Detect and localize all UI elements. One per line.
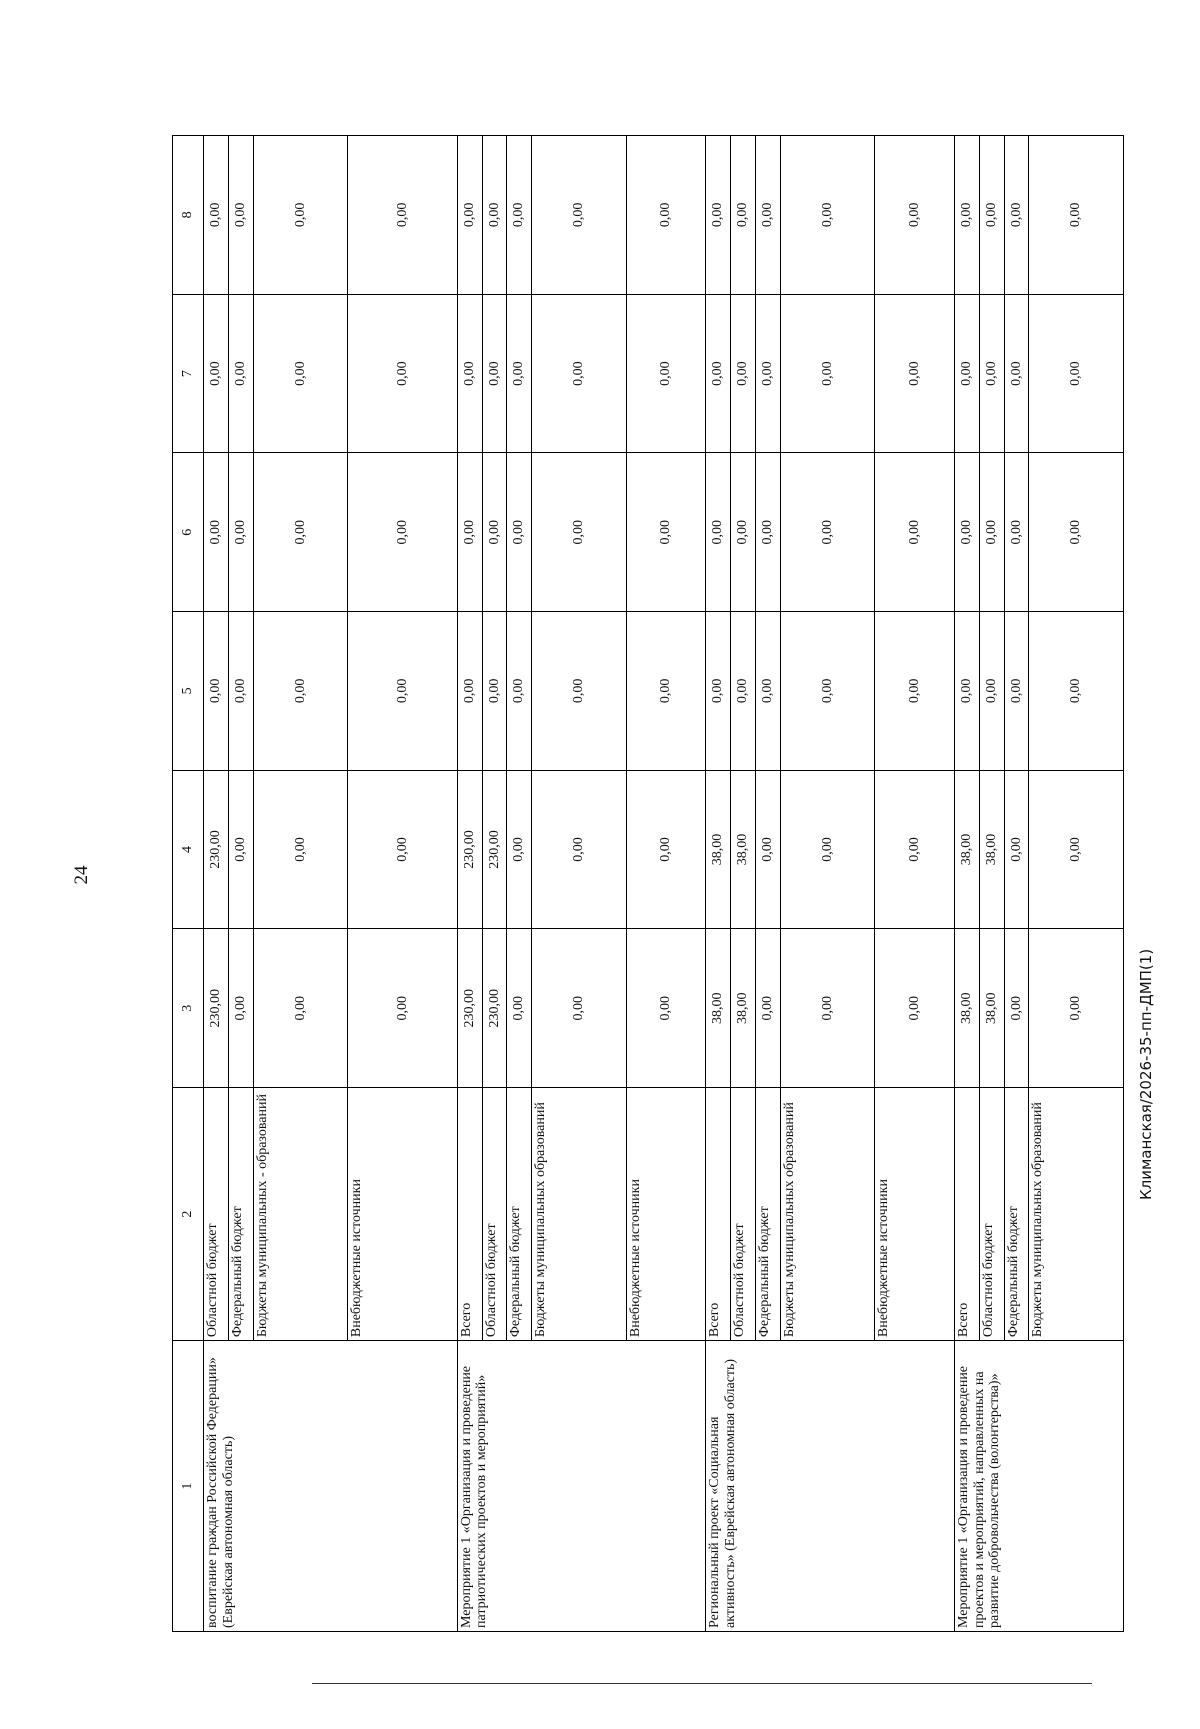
program-name-cell: Региональный проект «Социальная активность» (Еврейская автономная область) (706, 1341, 955, 1632)
amount-cell: 0,00 (228, 294, 253, 453)
amount-cell: 0,00 (755, 612, 780, 771)
header-row (173, 136, 204, 1632)
amount-cell: 38,00 (706, 929, 731, 1088)
amount-cell: 0,00 (204, 453, 229, 612)
amount-cell: 0,00 (253, 136, 347, 295)
amount-cell: 0,00 (755, 770, 780, 929)
amount-cell: 38,00 (731, 929, 756, 1088)
amount-cell: 0,00 (755, 929, 780, 1088)
amount-cell: 0,00 (507, 770, 532, 929)
amount-cell: 0,00 (253, 770, 347, 929)
amount-cell: 0,00 (731, 453, 756, 612)
amount-cell: 0,00 (482, 294, 507, 453)
program-name-cell: Мероприятие 1 «Организация и проведение проектов и мероприятий, направленных на развитие добровольчества (волонтерства)» (954, 1341, 1123, 1632)
amount-cell: 0,00 (780, 136, 874, 295)
amount-cell: 0,00 (626, 294, 706, 453)
amount-cell: 0,00 (1004, 453, 1029, 612)
amount-cell: 0,00 (228, 929, 253, 1088)
amount-cell: 38,00 (979, 929, 1004, 1088)
funding-source-cell: Всего (706, 1088, 731, 1341)
amount-cell: 38,00 (954, 770, 979, 929)
page-number: 24 (71, 865, 92, 885)
amount-cell: 0,00 (626, 453, 706, 612)
amount-cell: 0,00 (875, 453, 955, 612)
amount-cell: 0,00 (532, 453, 626, 612)
amount-cell: 0,00 (253, 294, 347, 453)
amount-cell: 230,00 (457, 929, 482, 1088)
header-cell: 8 (173, 136, 204, 295)
amount-cell: 0,00 (1029, 136, 1124, 295)
amount-cell: 0,00 (1029, 453, 1124, 612)
funding-source-cell: Всего (954, 1088, 979, 1341)
amount-cell: 0,00 (507, 136, 532, 295)
funding-source-cell: Областной бюджет (482, 1088, 507, 1341)
amount-cell: 0,00 (954, 453, 979, 612)
amount-cell: 0,00 (875, 294, 955, 453)
amount-cell: 0,00 (507, 294, 532, 453)
amount-cell: 0,00 (457, 612, 482, 771)
amount-cell: 0,00 (228, 770, 253, 929)
amount-cell: 0,00 (706, 453, 731, 612)
program-name-cell: воспитание граждан Российской Федерации» (Еврейская автономная область) (204, 1341, 458, 1632)
funding-source-cell: Федеральный бюджет (228, 1088, 253, 1341)
amount-cell: 0,00 (204, 136, 229, 295)
amount-cell: 0,00 (253, 453, 347, 612)
amount-cell: 230,00 (204, 770, 229, 929)
amount-cell: 0,00 (706, 612, 731, 771)
amount-cell: 0,00 (979, 612, 1004, 771)
amount-cell: 0,00 (1029, 294, 1124, 453)
amount-cell: 0,00 (979, 453, 1004, 612)
amount-cell: 0,00 (348, 136, 457, 295)
amount-cell: 0,00 (780, 929, 874, 1088)
header-cell: 1 (173, 1341, 204, 1632)
amount-cell: 0,00 (954, 136, 979, 295)
amount-cell: 0,00 (532, 612, 626, 771)
header-cell: 7 (173, 294, 204, 453)
funding-source-cell: Внебюджетные источники (875, 1088, 955, 1341)
funding-source-cell: Бюджеты муниципальных образований (1029, 1088, 1124, 1341)
funding-source-cell: Федеральный бюджет (507, 1088, 532, 1341)
funding-source-cell: Внебюджетные источники (626, 1088, 706, 1341)
amount-cell: 0,00 (228, 136, 253, 295)
amount-cell: 0,00 (457, 136, 482, 295)
amount-cell: 0,00 (954, 612, 979, 771)
table-row (457, 136, 482, 1632)
amount-cell: 0,00 (1004, 294, 1029, 453)
funding-source-cell: Бюджеты муниципальных - образований (253, 1088, 347, 1341)
document-code: Климанская/2026-35-пп-ДМП(1) (1137, 948, 1155, 1200)
amount-cell: 0,00 (204, 294, 229, 453)
amount-cell: 230,00 (482, 929, 507, 1088)
amount-cell: 0,00 (457, 453, 482, 612)
funding-source-cell: Внебюджетные источники (348, 1088, 457, 1341)
funding-source-cell: Федеральный бюджет (755, 1088, 780, 1341)
amount-cell: 0,00 (954, 294, 979, 453)
amount-cell: 0,00 (457, 294, 482, 453)
amount-cell: 0,00 (1004, 136, 1029, 295)
amount-cell: 38,00 (979, 770, 1004, 929)
amount-cell: 0,00 (626, 612, 706, 771)
amount-cell: 0,00 (626, 929, 706, 1088)
amount-cell: 0,00 (532, 770, 626, 929)
funding-source-cell: Областной бюджет (731, 1088, 756, 1341)
amount-cell: 230,00 (457, 770, 482, 929)
funding-source-cell: Областной бюджет (204, 1088, 229, 1341)
amount-cell: 0,00 (507, 929, 532, 1088)
amount-cell: 0,00 (626, 770, 706, 929)
amount-cell: 0,00 (348, 612, 457, 771)
amount-cell: 0,00 (979, 136, 1004, 295)
amount-cell: 0,00 (875, 929, 955, 1088)
amount-cell: 0,00 (482, 136, 507, 295)
amount-cell: 0,00 (731, 294, 756, 453)
funding-source-cell: Бюджеты муниципальных образований (532, 1088, 626, 1341)
amount-cell: 38,00 (954, 929, 979, 1088)
amount-cell: 230,00 (204, 929, 229, 1088)
amount-cell: 0,00 (875, 612, 955, 771)
amount-cell: 0,00 (755, 294, 780, 453)
amount-cell: 0,00 (780, 770, 874, 929)
amount-cell: 0,00 (1029, 770, 1124, 929)
amount-cell: 0,00 (228, 453, 253, 612)
amount-cell: 0,00 (755, 136, 780, 295)
amount-cell: 0,00 (532, 294, 626, 453)
table-body (173, 136, 1124, 1632)
amount-cell: 0,00 (348, 929, 457, 1088)
amount-cell: 0,00 (532, 136, 626, 295)
funding-source-cell: Областной бюджет (979, 1088, 1004, 1341)
amount-cell: 38,00 (706, 770, 731, 929)
table-row (706, 136, 731, 1632)
amount-cell: 0,00 (1029, 929, 1124, 1088)
program-name-cell: Мероприятие 1 «Организация и проведение патриотических проектов и мероприятий» (457, 1341, 706, 1632)
amount-cell: 0,00 (1004, 770, 1029, 929)
financing-table-rotated (172, 135, 1124, 1632)
amount-cell: 0,00 (228, 612, 253, 771)
financing-table (172, 135, 1124, 1632)
amount-cell: 0,00 (1029, 612, 1124, 771)
amount-cell: 0,00 (731, 612, 756, 771)
funding-source-cell: Всего (457, 1088, 482, 1341)
amount-cell: 0,00 (780, 294, 874, 453)
amount-cell: 0,00 (1004, 612, 1029, 771)
amount-cell: 38,00 (731, 770, 756, 929)
amount-cell: 0,00 (253, 612, 347, 771)
funding-source-cell: Бюджеты муниципальных образований (780, 1088, 874, 1341)
amount-cell: 0,00 (482, 453, 507, 612)
amount-cell: 0,00 (348, 770, 457, 929)
amount-cell: 0,00 (875, 770, 955, 929)
amount-cell: 0,00 (780, 453, 874, 612)
header-cell: 5 (173, 612, 204, 771)
header-cell: 4 (173, 770, 204, 929)
scan-edge-line (312, 1683, 1092, 1684)
amount-cell: 0,00 (780, 612, 874, 771)
amount-cell: 0,00 (731, 136, 756, 295)
amount-cell: 0,00 (626, 136, 706, 295)
amount-cell: 230,00 (482, 770, 507, 929)
header-cell: 2 (173, 1088, 204, 1341)
amount-cell: 0,00 (507, 612, 532, 771)
funding-source-cell: Федеральный бюджет (1004, 1088, 1029, 1341)
amount-cell: 0,00 (482, 612, 507, 771)
amount-cell: 0,00 (348, 453, 457, 612)
amount-cell: 0,00 (755, 453, 780, 612)
amount-cell: 0,00 (507, 453, 532, 612)
header-cell: 6 (173, 453, 204, 612)
amount-cell: 0,00 (875, 136, 955, 295)
header-cell: 3 (173, 929, 204, 1088)
amount-cell: 0,00 (204, 612, 229, 771)
amount-cell: 0,00 (706, 294, 731, 453)
amount-cell: 0,00 (532, 929, 626, 1088)
table-row (204, 136, 229, 1632)
amount-cell: 0,00 (706, 136, 731, 295)
amount-cell: 0,00 (1004, 929, 1029, 1088)
amount-cell: 0,00 (348, 294, 457, 453)
amount-cell: 0,00 (253, 929, 347, 1088)
amount-cell: 0,00 (979, 294, 1004, 453)
table-row (954, 136, 979, 1632)
